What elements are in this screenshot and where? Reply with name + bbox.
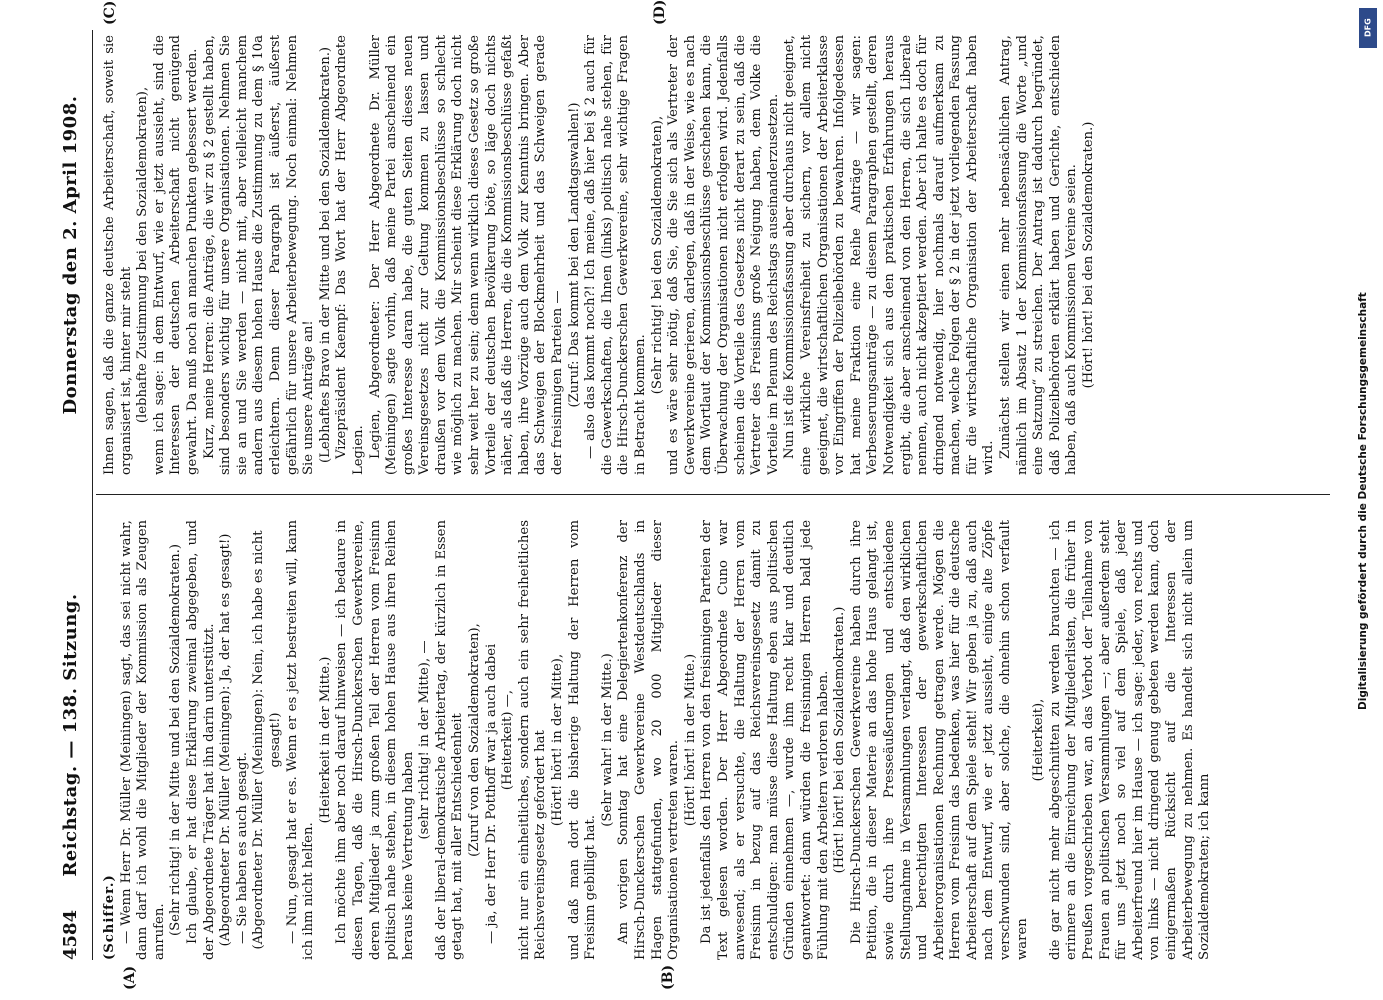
- digitization-credit: [1355, 30, 1379, 990]
- left-running-title: Reichstag. — 138. Sitzung.: [60, 593, 81, 877]
- speaker-tag: (Schiffer.): [102, 874, 117, 960]
- interjection: (Hört! hört! bei den Sozialdemokraten.): [1081, 121, 1097, 389]
- page-header: [60, 30, 90, 960]
- column-divider: [96, 494, 1330, 495]
- paragraph: — also das kommt noch?! Ich meine, daß hier bei § 2 auch für die Gewerkschaften, die Ihnen (links) politisch nahe stehen, für die Hirsch-Dunckerschen Gewerkvereine, sehr wichtige Fragen in Betracht kommen.: [583, 35, 648, 475]
- right-running-title: Donnerstag den 2. April 1908.: [60, 95, 81, 415]
- interjection: (lebhafte Zustimmung bei den Sozialdemokraten),: [135, 86, 151, 424]
- header-rule: [92, 30, 93, 960]
- paragraph: und es wäre sehr nötig, daß Sie, die Sie sich als Vertreter der Gewerkvereine gerieren, darlegen, daß in der Weise, wie es nach dem Wortlaut der Kommissionsbeschlüsse geschehen kann, die Überwachung der Organisationen nicht erfolgen wird. Jedenfalls scheinen die Vorteile des Gesetzes nicht derart zu sein, daß die Vertreter des Freisinns große Neigung haben, dem Volke die Vorteile im Plenum des Reichstags auseinanderzusetzen.: [666, 35, 781, 475]
- interjection: (Heiterkeit in der Mitte.): [317, 656, 333, 824]
- margin-marker-b: (B): [660, 964, 676, 990]
- paragraph: Da ist jedenfalls den Herren von den freisinnigen Parteien der Text gelesen worden. Der Herr Abgeordnete Cuno war anwesend; als er versuchte, die Haltung der Herren vom Freisinn in bezug auf das Reichsvereinsgesetz damit zu entschuldigen: man müsse diese Haltung eben aus politischen Gründen einnehmen —, wurde ihm recht klar und deutlich geantwortet: dann würden die freisinnigen Herren bald jede Fühlung mit den Arbeitern verloren haben.: [699, 520, 831, 960]
- right-column: [102, 35, 1330, 475]
- paragraph: Am vorigen Sonntag hat eine Delegiertenkonferenz der Hirsch-Dunckerschen Gewerkvereine Westdeutschlands in Hagen stattgefunden, wo 20 000 Mitglieder dieser Organisationen vertreten waren.: [616, 520, 682, 960]
- paragraph: — Wenn Herr Dr. Müller (Meiningen) sagt, das sei nicht wahr, dann darf ich wohl die Mitglieder der Kommission als Zeugen anrufen.: [118, 520, 167, 960]
- margin-marker-d: (D): [652, 0, 668, 25]
- interjection: (Lebhaftes Bravo in der Mitte und bei den Sozialdemokraten.): [317, 46, 333, 464]
- paragraph: — Sie haben es auch gesagt.: [234, 752, 250, 944]
- paragraph: Die Hirsch-Dunckerschen Gewerkvereine haben durch ihre Petition, die in dieser Materie an das hohe Haus gelangt ist, sowie durch ihre Presseäußerungen und entschiedene Stellungnahme in Versammlungen verlangt, daß den wirklichen und berechtigten Interessen der gewerkschaftlichen Arbeiterorganisationen Rechnung getragen werde. Mögen die Herren vom Freisinn das bedenken, was hier für die deutsche Arbeiterschaft auf dem Spiele steht! Wir geben ja zu, daß auch nach dem Entwurf, wie er jetzt aussieht, einige alte Zöpfe verschwunden sind, aber solche, die ohnehin schon verfault waren: [848, 520, 1030, 960]
- interjection: (Heiterkeit),: [1031, 698, 1047, 782]
- paragraph: und daß man dort die bisherige Haltung der Herren vom Freisinn gebilligt hat.: [566, 520, 599, 960]
- interjection: (Abgeordneter Dr. Müller (Meiningen): Nein, ich habe es nicht gesagt!): [251, 530, 283, 950]
- paragraph: Zunächst stellen wir einen mehr nebensächlichen Antrag, nämlich im Absatz 1 der Kommissionsfassung die Worte „und eine Satzung“ zu streichen. Der Antrag ist dadurch begründet, daß Polizeibehörden erklärt haben und Gerichte, entschieden haben, daß auch Kommissionen Vereine seien.: [998, 35, 1080, 475]
- left-column: [102, 520, 1330, 960]
- paragraph: — ja, der Herr Dr. Potthoff war ja auch dabei: [483, 643, 499, 944]
- paragraph: Legien, Abgeordneter: Der Herr Abgeordnete Dr. Müller (Meiningen) sagte vorhin, daß meine Partei anscheinend ein großes Interesse daran habe, die guten Seiten dieses neuen Vereinsgesetzes nicht zur Geltung kommen zu lassen und draußen vor dem Volk die Kommissionsbeschlüsse so schlecht wie möglich zu machen. Mir scheint diese Erklärung doch nicht sehr weit her zu sein; denn wenn wirklich dieses Gesetz so große Vorteile der deutschen Bevölkerung böte, so läge doch nichts näher, als daß die Herren, die die Kommissionsbeschlüsse gefaßt haben, ihre Vorzüge auch dem Volk zur Kenntnis bringen. Aber das Schweigen der Blockmehrheit und das Schweigen gerade der freisinnigen Parteien —: [367, 35, 566, 475]
- interjection: (Hört! hört! in der Mitte.): [682, 653, 698, 827]
- interjection: (Sehr richtig! bei den Sozialdemokraten),: [649, 115, 665, 395]
- interjection: (Zuruf von den Sozialdemokraten),: [467, 623, 483, 857]
- margin-marker-a: (A): [122, 965, 138, 990]
- margin-marker-c: (C): [102, 0, 118, 25]
- paragraph: Ihnen sagen, daß die ganze deutsche Arbeiterschaft, soweit sie organisiert ist, hinter mir steht: [102, 35, 134, 475]
- paragraph: Vizepräsident Kaempf: Das Wort hat der Herr Abgeordnete Legien.: [334, 35, 366, 475]
- document-page: [40, 0, 1340, 990]
- interjection: (Heiterkeit) —,: [500, 689, 516, 791]
- paragraph: Ich möchte ihm aber noch darauf hinweisen — ich bedaure in diesen Tagen, daß die Hirsch-Dunckerschen Gewerkvereine, deren Mitglieder ja zum großen Teil der Herren vom Freisinn politisch nahe stehen, in diesem hohen Hause aus ihren Reihen heraus keine Vertretung haben: [334, 520, 416, 960]
- paragraph: — Nun, gesagt hat er es. Wenn er es jetzt bestreiten will, kann ich ihm nicht helfen.: [284, 520, 317, 960]
- interjection: (Hört! hört! in der Mitte),: [550, 653, 566, 827]
- paragraph: Ich glaube, er hat diese Erklärung zweimal abgegeben, und der Abgeordnete Träger hat ihn darin unterstützt.: [184, 520, 217, 960]
- interjection: (Sehr richtig! in der Mitte und bei den Sozialdemokraten.): [168, 544, 184, 936]
- interjection: (Hört! hört! bei den Sozialdemokraten.): [832, 606, 848, 874]
- page-number: 4584: [60, 909, 81, 960]
- credit-text: Digitalisierung gefördert durch die Deutsche Forschungsgemeinschaft: [1357, 292, 1369, 710]
- interjection: (Abgeordneter Dr. Müller (Meiningen): Ja, der hat es gesagt!): [218, 533, 234, 947]
- paragraph: daß der liberal-demokratische Arbeitertag, der kürzlich in Essen getagt hat, mit aller Entschiedenheit: [433, 520, 466, 960]
- interjection: (Sehr wahr! in der Mitte.): [599, 653, 615, 827]
- paragraph: Kurz, meine Herren: die Anträge, die wir zu § 2 gestellt haben, sind besonders wichtig für unsere Organisationen. Nehmen Sie sie an und Sie werden — nicht mit, aber vielleicht manchem andern aus diesem hohen Hause die Zustimmung zu dem § 10a erleichtern. Denn dieser Paragraph ist äußerst, äußerst gefährlich für unsere Arbeiterbewegung. Noch einmal: Nehmen Sie unsere Anträge an!: [201, 35, 317, 475]
- interjection: (sehr richtig! in der Mitte), —: [417, 640, 433, 840]
- dfg-logo: DFG: [1359, 8, 1377, 48]
- paragraph: die gar nicht mehr abgeschnitten zu werden brauchten — ich erinnere an die Einreichung der Mitgliederlisten, die früher in Preußen vorgeschrieben war, an das Verbot der Teilnahme von Frauen an politischen Versammlungen —; aber außerdem steht für uns jetzt noch so viel auf dem Spiele, daß jeder Arbeiterfreund hier im Hause — ich sage: jeder, von rechts und von links — nicht dringend genug gebeten werden kann, doch einigermaßen Rücksicht auf die Interessen der Arbeiterbewegung zu nehmen. Es handelt sich nicht allein um Sozialdemokraten; ich kann: [1047, 520, 1213, 960]
- paragraph: nicht nur ein einheitliches, sondern auch ein sehr freiheitliches Reichsvereinsgesetz gefordert hat: [516, 520, 549, 960]
- interjection: (Zuruf: Das kommt bei den Landtagswahlen!): [566, 102, 582, 408]
- paragraph: wenn ich sage: in dem Entwurf, wie er jetzt aussieht, sind die Interessen der deutschen Arbeiterschaft nicht genügend gewahrt. Da muß noch an manchen Punkten gebessert werden.: [151, 35, 200, 475]
- paragraph: Nun ist die Kommissionsfassung aber durchaus nicht geeignet, eine wirkliche Vereinsfreiheit zu sichern, vor allem nicht geeignet, die wirtschaftlichen Organisationen der Arbeiterklasse vor Eingriffen der Polizeibehörden zu bewahren. Infolgedessen hat meine Fraktion eine Reihe Anträge — wir sagen: Verbesserungsanträge — zu diesem Paragraphen gestellt, deren Notwendigkeit sich aus den praktischen Erfahrungen heraus ergibt, die aber anscheinend von den Herren, die sich Liberale nennen, auch nicht akzeptiert werden. Aber ich halte es doch für dringend notwendig, hier nochmals darauf aufmerksam zu machen, welche Folgen der § 2 in der jetzt vorliegenden Fassung für die wirtschaftliche Organisation der Arbeiterschaft haben wird.: [782, 35, 997, 475]
